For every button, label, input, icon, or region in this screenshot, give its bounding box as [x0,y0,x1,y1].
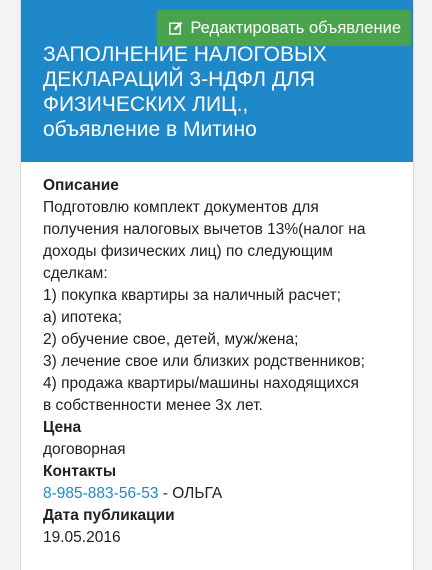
title-line: ЗАПОЛНЕНИЕ НАЛОГОВЫХ [43,43,327,66]
contacts-value [43,483,403,505]
title-location: объявление в Митино [43,118,257,141]
price-label: Цена [43,419,82,436]
contact-name: - ОЛЬГА [158,485,223,502]
title-line: ФИЗИЧЕСКИХ ЛИЦ., [43,93,249,116]
edit-icon [169,21,183,35]
description-line: 3) лечение свое или близких родственников; [43,353,365,370]
description-line: 1) покупка квартиры за наличный расчет; [43,287,341,304]
publication-date-label: Дата публикации [43,507,175,524]
description-line: 4) продажа квартиры/машины находящихся [43,375,359,392]
title-line: ДЕКЛАРАЦИЙ 3-НДФЛ ДЛЯ [43,68,316,91]
description-text [43,197,403,417]
edit-ad-button-label: Редактировать объявление [190,18,401,37]
page-title [43,42,383,142]
price-value: договорная [43,441,126,458]
description-line: 2) обучение свое, детей, муж/жена; [43,331,299,348]
description-line: получения налоговых вычетов 13%(налог на [43,221,366,238]
publication-date-value: 19.05.2016 [43,529,121,546]
ad-content [43,175,403,549]
contacts-label: Контакты [43,463,117,480]
description-line: а) ипотека; [43,309,123,326]
description-label: Описание [43,177,119,194]
description-line: в собственности менее 3х лет. [43,397,263,414]
phone-link[interactable]: 8-985-883-56-53 [43,485,159,502]
description-line: сделкам: [43,265,108,282]
ad-header [21,0,413,162]
description-line: доходы физических лиц) по следующим [43,243,333,260]
description-line: Подготовлю комплект документов для [43,199,319,216]
edit-ad-button[interactable] [157,10,411,46]
ad-card [20,0,414,570]
